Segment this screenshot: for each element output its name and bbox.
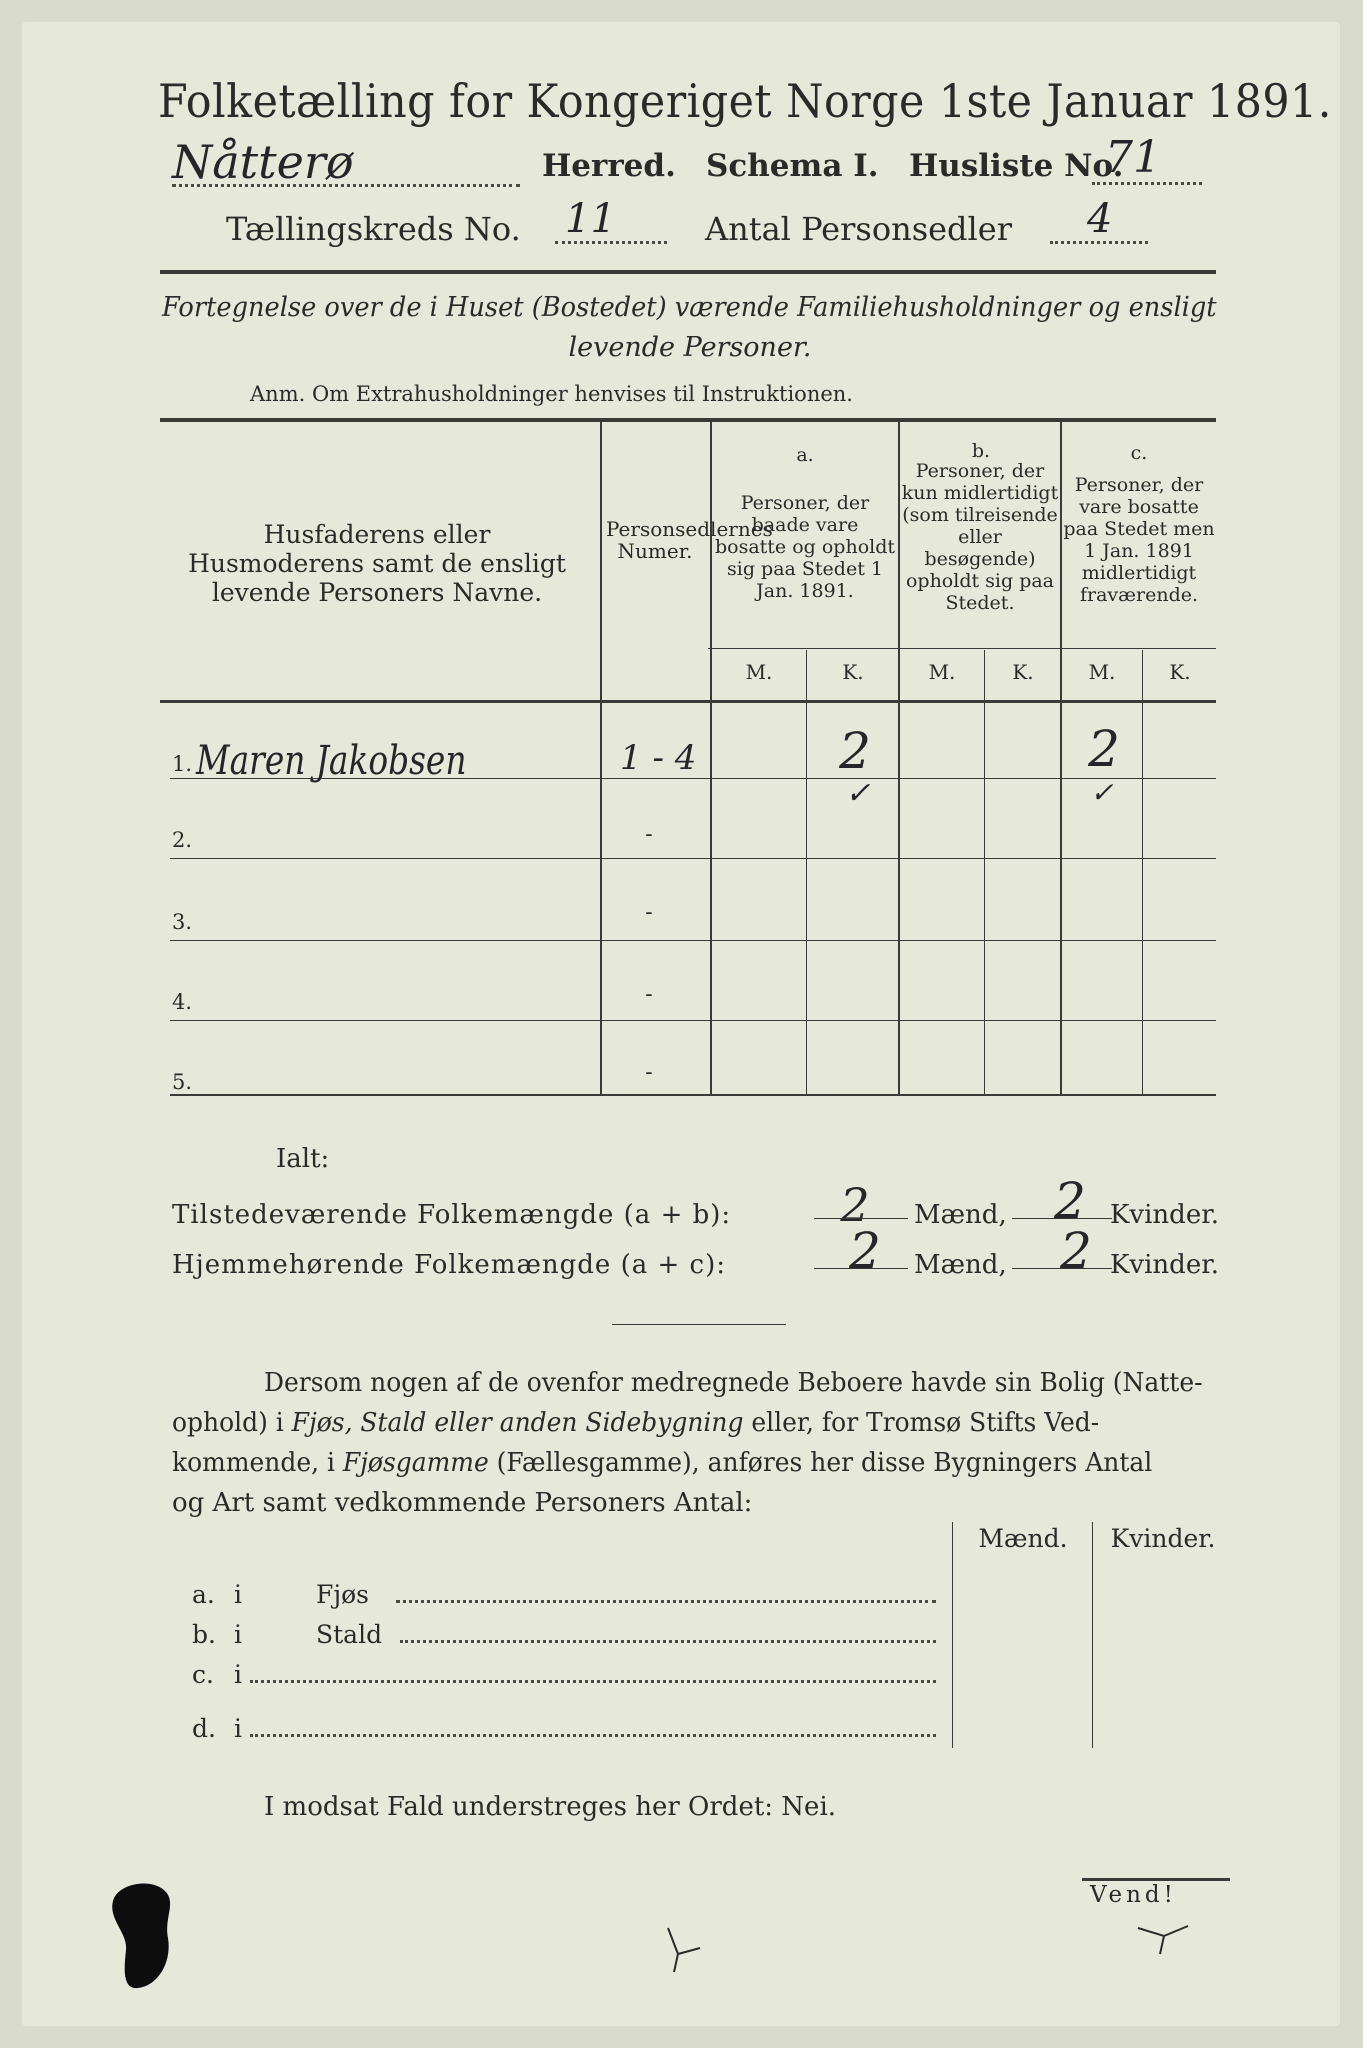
row-1-name: Maren Jakobsen bbox=[196, 738, 467, 784]
kreds-label: Tællingskreds No. bbox=[226, 210, 521, 248]
pen-mark-1 bbox=[660, 1926, 720, 1976]
col-a-k: K. bbox=[842, 660, 864, 684]
pen-mark-2-stroke bbox=[1138, 1926, 1188, 1954]
anm-note: Anm. Om Extrahusholdninger henvises til Instruktionen. bbox=[250, 382, 853, 406]
ink-blot-shape bbox=[112, 1883, 170, 1988]
herred-dotted-line bbox=[172, 184, 520, 187]
hjemme-kvinder-line bbox=[1012, 1268, 1112, 1269]
tilstede-kvinder-line bbox=[1012, 1218, 1112, 1219]
col-b-header: Personer, der kun midlertidigt (som tilreisende eller besøgende) opholdt sig paa Stedet. bbox=[901, 460, 1059, 614]
footer-para-line-3-ital: Fjøsgamme bbox=[342, 1448, 489, 1478]
col-b-letter: b. bbox=[971, 440, 991, 462]
footer-para-line-3-pre: kommende, i bbox=[172, 1448, 343, 1478]
pen-mark-1-stroke bbox=[668, 1928, 700, 1972]
row-1-a-k: 2 bbox=[839, 722, 871, 780]
row-5-person-numbers: - bbox=[645, 1060, 653, 1085]
building-d-letter: d. bbox=[192, 1714, 216, 1743]
tilstede-maend-line bbox=[814, 1218, 908, 1219]
table-top-rule bbox=[160, 418, 1216, 422]
kreds-value: 11 bbox=[565, 196, 616, 242]
building-b-label: Stald bbox=[316, 1620, 383, 1649]
col-divider-b-mk bbox=[984, 650, 985, 1094]
hjemme-kvinder-value: 2 bbox=[1060, 1222, 1092, 1280]
hjemme-maend-label: Mænd, bbox=[914, 1250, 1007, 1280]
building-b-i: i bbox=[234, 1620, 242, 1649]
buildings-divider-2 bbox=[1092, 1522, 1093, 1748]
tilstede-kvinder-label: Kvinder. bbox=[1110, 1200, 1220, 1230]
footer-para-line-2-post: eller, for Tromsø Stifts Ved- bbox=[743, 1408, 1100, 1438]
building-c-dots bbox=[250, 1680, 936, 1683]
building-a-dots bbox=[396, 1600, 936, 1603]
modsat-fald-note: I modsat Fald understreges her Ordet: Nei. bbox=[264, 1792, 837, 1822]
header-rule bbox=[160, 270, 1216, 274]
row-1-a-k-check: ✓ bbox=[845, 776, 871, 811]
row-3-number: 3. bbox=[172, 910, 193, 934]
form-title: Folketælling for Kongeriget Norge 1ste Januar 1891. bbox=[158, 74, 1332, 128]
col-c-letter: c. bbox=[1130, 442, 1148, 464]
mk-divider bbox=[708, 648, 1216, 649]
schema-label: Schema I. bbox=[706, 148, 879, 184]
ialt-label: Ialt: bbox=[276, 1144, 330, 1174]
tilstede-maend-value: 2 bbox=[840, 1178, 870, 1232]
col-divider-c-mk bbox=[1142, 650, 1143, 1094]
row-1-c-m: 2 bbox=[1088, 720, 1120, 778]
row-1-c-m-check: ✓ bbox=[1090, 776, 1114, 809]
hjemme-label: Hjemmehørende Folkemængde (a + c): bbox=[172, 1250, 726, 1280]
col-a-letter: a. bbox=[796, 444, 814, 466]
hjemme-maend-line bbox=[814, 1268, 908, 1269]
section-divider bbox=[612, 1324, 786, 1325]
vend-label: Vend! bbox=[1090, 1882, 1177, 1908]
intro-line-2: levende Personer. bbox=[568, 332, 812, 363]
kreds-dotted-line bbox=[555, 241, 667, 244]
col-divider-num bbox=[600, 422, 602, 1094]
table-header-bottom-rule bbox=[160, 700, 1216, 703]
row-1-number: 1. bbox=[172, 752, 193, 776]
footer-para-line-3 bbox=[172, 1448, 1152, 1478]
building-a-letter: a. bbox=[192, 1580, 215, 1609]
husliste-value: 71 bbox=[1105, 132, 1161, 183]
col-c-header: Personer, der vare bosatte paa Stedet men 1 Jan. 1891 midlertidigt fraværende. bbox=[1063, 474, 1215, 606]
footer-para-line-3-post: (Fællesgamme), anføres her disse Bygningers Antal bbox=[488, 1448, 1153, 1478]
row-4-number: 4. bbox=[172, 990, 193, 1014]
col-a-m: M. bbox=[745, 660, 773, 684]
row-5-number: 5. bbox=[172, 1070, 193, 1094]
herred-value: Nåtterø bbox=[172, 135, 354, 189]
footer-para-line-2-pre: ophold) i bbox=[172, 1408, 292, 1438]
row-1-person-numbers: 1 - 4 bbox=[620, 738, 697, 778]
row-line-2 bbox=[170, 858, 1216, 859]
personsedler-value: 4 bbox=[1087, 196, 1113, 242]
building-c-i: i bbox=[234, 1660, 242, 1689]
col-c-m: M. bbox=[1088, 660, 1116, 684]
building-b-letter: b. bbox=[192, 1620, 216, 1649]
row-2-person-numbers: - bbox=[645, 822, 653, 847]
col-a-header: Personer, der baade vare bosatte og opholdt sig paa Stedet 1 Jan. 1891. bbox=[714, 492, 896, 602]
row-4-person-numbers: - bbox=[645, 982, 653, 1007]
row-2-number: 2. bbox=[172, 828, 193, 852]
col-name-header: Husfaderens eller Husmoderens samt de ensligt levende Personers Navne. bbox=[188, 520, 566, 607]
footer-para-line-2 bbox=[172, 1408, 1099, 1438]
tilstede-maend-label: Mænd, bbox=[914, 1200, 1007, 1230]
footer-para-line-2-ital: Fjøs, Stald eller anden Sidebygning bbox=[291, 1408, 744, 1438]
ink-blot bbox=[104, 1878, 184, 1994]
buildings-divider-1 bbox=[952, 1522, 953, 1748]
building-a-label: Fjøs bbox=[316, 1580, 369, 1609]
building-d-dots bbox=[250, 1734, 936, 1737]
col-b-k: K. bbox=[1012, 660, 1034, 684]
col-b-m: M. bbox=[928, 660, 956, 684]
building-d-i: i bbox=[234, 1714, 242, 1743]
personsedler-label: Antal Personsedler bbox=[705, 210, 1012, 248]
row-line-5 bbox=[170, 1094, 1216, 1096]
vend-rule bbox=[1082, 1878, 1230, 1881]
col-divider-a-mk bbox=[806, 650, 807, 1094]
col-c-k: K. bbox=[1169, 660, 1191, 684]
tilstede-kvinder-value: 2 bbox=[1054, 1172, 1086, 1230]
husliste-label: Husliste No. bbox=[909, 148, 1124, 184]
husliste-dotted-line bbox=[1092, 182, 1202, 185]
pen-mark-2 bbox=[1136, 1920, 1196, 1960]
tilstede-label: Tilstedeværende Folkemængde (a + b): bbox=[172, 1200, 732, 1230]
footer-para-line-1: Dersom nogen af de ovenfor medregnede Beboere havde sin Bolig (Natte- bbox=[264, 1368, 1203, 1398]
building-c-letter: c. bbox=[192, 1660, 214, 1689]
buildings-col-kvinder: Kvinder. bbox=[1110, 1524, 1216, 1553]
building-b-dots bbox=[400, 1640, 936, 1643]
personsedler-dotted-line bbox=[1050, 241, 1148, 244]
herred-label: Herred. bbox=[542, 148, 676, 184]
hjemme-maend-value: 2 bbox=[849, 1222, 881, 1280]
row-line-4 bbox=[170, 1020, 1216, 1021]
row-3-person-numbers: - bbox=[645, 900, 653, 925]
building-a-i: i bbox=[234, 1580, 242, 1609]
hjemme-kvinder-label: Kvinder. bbox=[1110, 1250, 1220, 1280]
intro-line-1: Fortegnelse over de i Huset (Bostedet) værende Familiehusholdninger og ensligt bbox=[162, 292, 1217, 323]
buildings-col-maend: Mænd. bbox=[978, 1524, 1068, 1553]
row-line-3 bbox=[170, 940, 1216, 941]
footer-para-line-4: og Art samt vedkommende Personers Antal: bbox=[172, 1488, 753, 1518]
col-num-header: Personsedlernes Numer. bbox=[606, 517, 773, 563]
